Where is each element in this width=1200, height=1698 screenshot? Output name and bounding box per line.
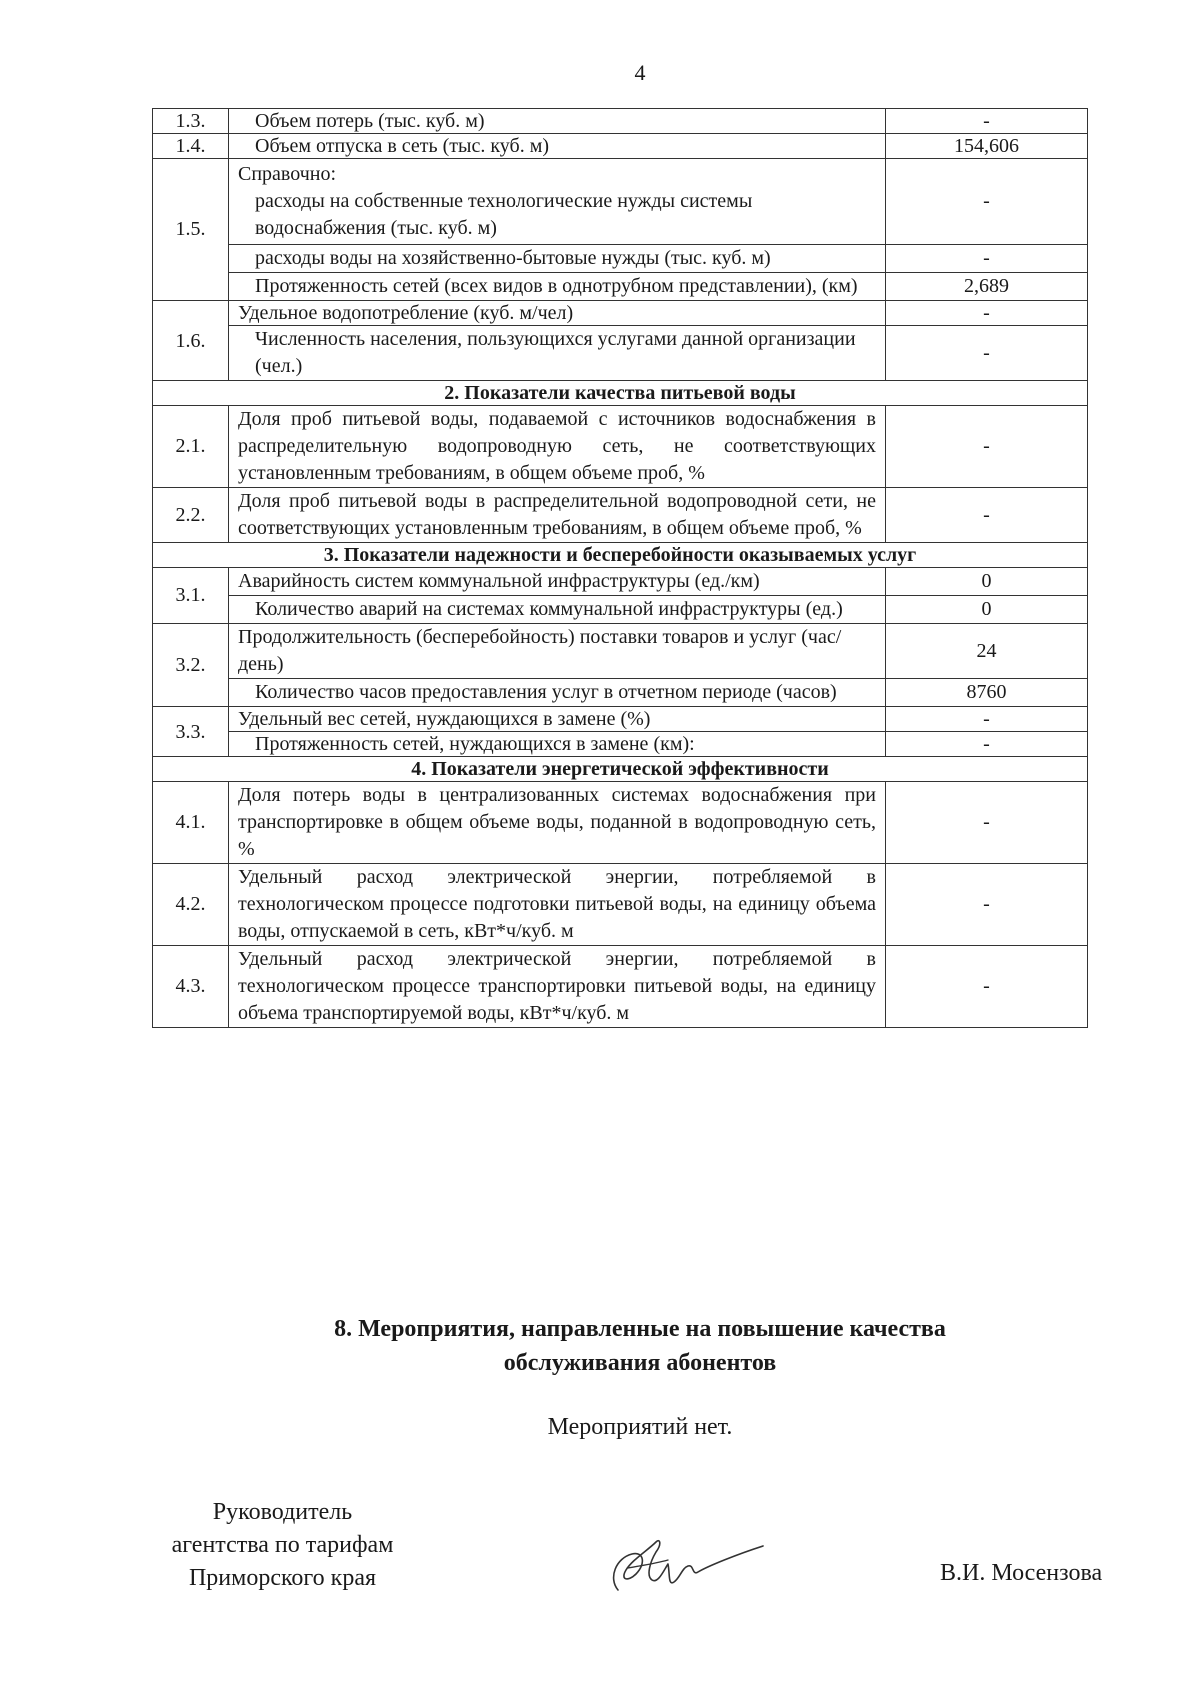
row-value: - (886, 782, 1088, 864)
table-row (153, 679, 1088, 707)
table-row (153, 864, 1088, 946)
row-text: Доля проб питьевой воды в распределительной водопроводной сети, не соответствующих установленным требованиям, в общем объеме проб, % (229, 488, 886, 543)
table-row (153, 782, 1088, 864)
measures-heading-line: 8. Мероприятия, направленные на повышение качества (334, 1316, 946, 1342)
reference-label: Справочно: (238, 163, 337, 185)
position-line: Руководитель (212, 1499, 353, 1525)
row-text: Удельный вес сетей, нуждающихся в замене (%) (229, 707, 886, 732)
table-row (153, 406, 1088, 488)
section-title: 3. Показатели надежности и бесперебойности оказываемых услуг (153, 543, 1088, 568)
row-value: 154,606 (886, 134, 1088, 159)
row-number: 1.5. (153, 159, 229, 301)
table-row (153, 273, 1088, 301)
row-value: 8760 (886, 679, 1088, 707)
table-row (153, 245, 1088, 273)
row-text: Объем отпуска в сеть (тыс. куб. м) (229, 134, 886, 159)
measures-heading-line: обслуживания абонентов (503, 1350, 777, 1376)
section-header-row (153, 757, 1088, 782)
row-number: 2.1. (153, 406, 229, 488)
row-text: Протяженность сетей, нуждающихся в замене (км): (229, 732, 886, 757)
row-value: - (886, 707, 1088, 732)
row-value: 24 (886, 624, 1088, 679)
row-text: Удельный расход электрической энергии, потребляемой в технологическом процессе подготовки питьевой воды, на единицу объема воды, отпускаемой в сеть, кВт*ч/куб. м (229, 864, 886, 946)
table-row (153, 134, 1088, 159)
row-number: 3.3. (153, 707, 229, 757)
handwritten-signature (598, 1530, 773, 1600)
table-row (153, 596, 1088, 624)
signatory-name: В.И. Мосензова (940, 1560, 1103, 1586)
row-value: 0 (886, 596, 1088, 624)
measures-heading (0, 1312, 1200, 1380)
measures-text: Мероприятий нет. (547, 1414, 733, 1440)
table-row (153, 946, 1088, 1028)
row-text: Аварийность систем коммунальной инфраструктуры (ед./км) (229, 568, 886, 596)
table-row (153, 159, 1088, 245)
row-text: Количество аварий на системах коммунальной инфраструктуры (ед.) (229, 596, 886, 624)
row-text: Численность населения, пользующихся услугами данной организации (чел.) (229, 326, 886, 381)
row-text (229, 159, 886, 245)
section-title: 4. Показатели энергетической эффективности (153, 757, 1088, 782)
table-row (153, 568, 1088, 596)
row-number: 4.3. (153, 946, 229, 1028)
position-line: агентства по тарифам (171, 1532, 394, 1558)
indicators-table (152, 108, 1088, 1028)
row-number: 1.6. (153, 301, 229, 381)
row-number: 1.4. (153, 134, 229, 159)
row-number: 1.3. (153, 109, 229, 134)
row-number: 4.1. (153, 782, 229, 864)
row-value: - (886, 732, 1088, 757)
row-text: Доля потерь воды в централизованных системах водоснабжения при транспортировке в общем объеме воды, поданной в водопроводную сеть, % (229, 782, 886, 864)
row-value: - (886, 864, 1088, 946)
row-value: - (886, 245, 1088, 273)
row-value: - (886, 159, 1088, 245)
row-value: - (886, 946, 1088, 1028)
row-value: - (886, 406, 1088, 488)
row-number: 2.2. (153, 488, 229, 543)
row-text: Удельный расход электрической энергии, потребляемой в технологическом процессе транспортировки питьевой воды, на единицу объема транспортируемой воды, кВт*ч/куб. м (229, 946, 886, 1028)
position-line: Приморского края (188, 1565, 377, 1591)
row-text: Протяженность сетей (всех видов в однотрубном представлении), (км) (229, 273, 886, 301)
signatory-position (140, 1496, 425, 1595)
table-row (153, 326, 1088, 381)
row-number: 4.2. (153, 864, 229, 946)
row-number: 3.1. (153, 568, 229, 624)
table-row (153, 301, 1088, 326)
table-row (153, 488, 1088, 543)
row-text: Доля проб питьевой воды, подаваемой с источников водоснабжения в распределительную водопроводную сеть, не соответствующих установленным требованиям, в общем объеме проб, % (229, 406, 886, 488)
row-text: Количество часов предоставления услуг в отчетном периоде (часов) (229, 679, 886, 707)
row-number: 3.2. (153, 624, 229, 707)
section-header-row (153, 543, 1088, 568)
row-text: Продолжительность (бесперебойность) поставки товаров и услуг (час/день) (229, 624, 886, 679)
row-value: 2,689 (886, 273, 1088, 301)
row-text: Удельное водопотребление (куб. м/чел) (229, 301, 886, 326)
table-row (153, 624, 1088, 679)
row-text: Объем потерь (тыс. куб. м) (229, 109, 886, 134)
table-row (153, 109, 1088, 134)
row-value: - (886, 301, 1088, 326)
row-value: 0 (886, 568, 1088, 596)
section-title: 2. Показатели качества питьевой воды (153, 381, 1088, 406)
reference-item: расходы на собственные технологические нужды системы водоснабжения (тыс. куб. м) (255, 190, 753, 239)
row-value: - (886, 326, 1088, 381)
section-header-row (153, 381, 1088, 406)
row-value: - (886, 488, 1088, 543)
row-value: - (886, 109, 1088, 134)
table-row (153, 732, 1088, 757)
table-row (153, 707, 1088, 732)
row-text: расходы воды на хозяйственно-бытовые нужды (тыс. куб. м) (229, 245, 886, 273)
page-number: 4 (634, 60, 646, 85)
